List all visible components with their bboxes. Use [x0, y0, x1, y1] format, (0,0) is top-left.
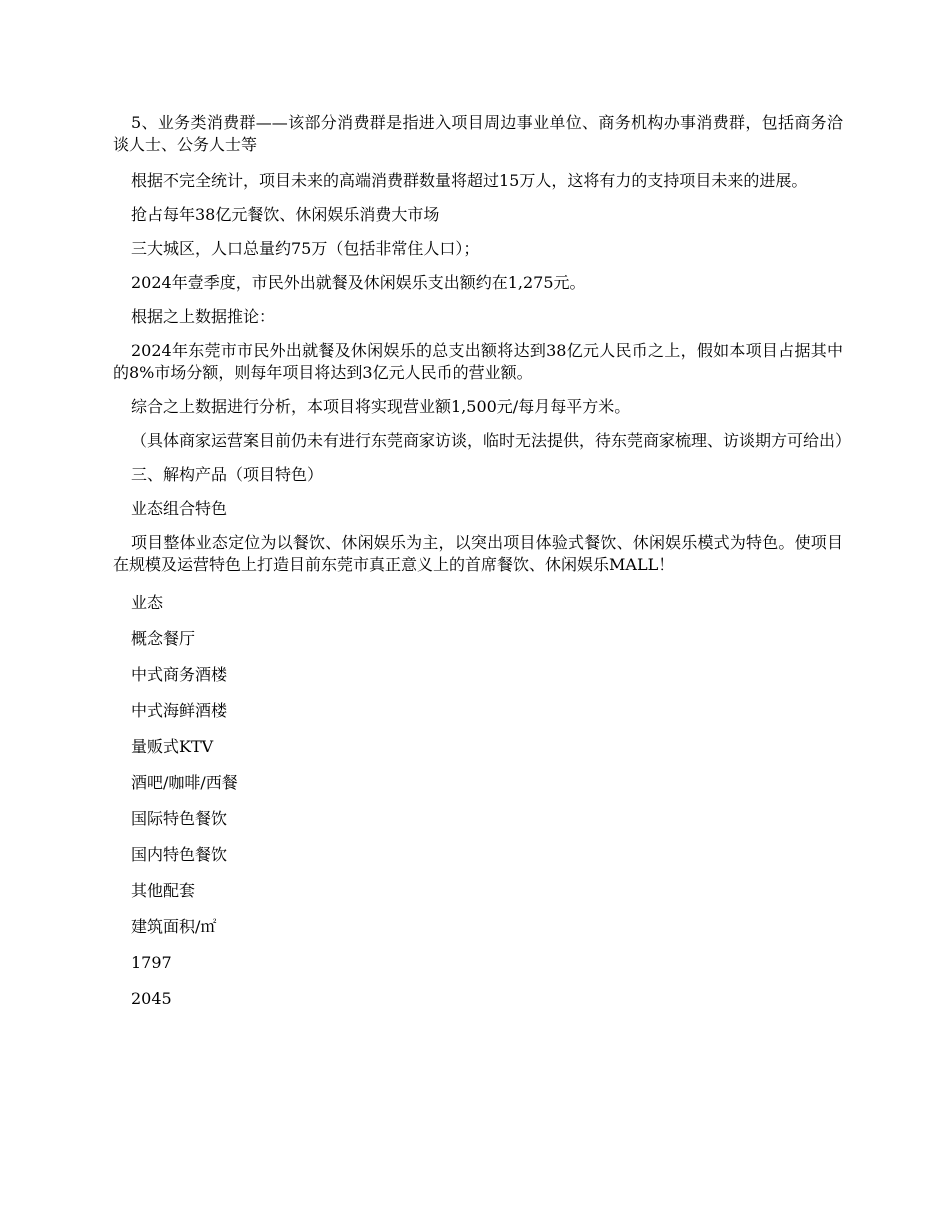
table-header-format: 业态: [131, 593, 164, 612]
table-cell-value: 1797: [131, 953, 172, 972]
document-page: [113, 112, 852, 1024]
paragraph-market-heading: 抢占每年38亿元餐饮、休闲娱乐消费大市场: [131, 205, 440, 224]
paragraph-revenue-estimate: 综合之上数据进行分析，本项目将实现营业额1,500元/每月每平方米。: [131, 397, 631, 416]
list-item: 其他配套: [131, 881, 196, 900]
list-item: 国内特色餐饮: [131, 845, 228, 864]
section-heading-product: 三、解构产品（项目特色）: [131, 465, 324, 484]
table-cell-value: 2045: [131, 989, 172, 1008]
paragraph-positioning: 项目整体业态定位为以餐饮、休闲娱乐为主，以突出项目体验式餐饮、休闲娱乐模式为特色。使项目在规模及运营特色上打造目前东莞市真正意义上的首席餐饮、休闲娱乐MALL！: [113, 533, 843, 574]
list-item: 量贩式KTV: [131, 737, 214, 756]
list-item: 酒吧/咖啡/西餐: [131, 773, 238, 792]
list-item: 概念餐厅: [131, 629, 196, 648]
paragraph-consumer-estimate: 根据不完全统计，项目未来的高端消费群数量将超过15万人，这将有力的支持项目未来的进展。: [131, 171, 808, 190]
paragraph-q1-spending: 2024年壹季度，市民外出就餐及休闲娱乐支出额约在1,275元。: [131, 273, 586, 292]
paragraph-population: 三大城区，人口总量约75万（包括非常住人口）；: [131, 239, 480, 258]
paragraph-total-spending: 2024年东莞市市民外出就餐及休闲娱乐的总支出额将达到38亿元人民币之上，假如本项目占据其中的8%市场分额，则每年项目将达到3亿元人民币的营业额。: [113, 341, 843, 382]
paragraph-merchant-note: （具体商家运营案目前仍未有进行东莞商家访谈，临时无法提供，待东莞商家梳理、访谈期方可给出）: [131, 431, 852, 450]
list-item: 国际特色餐饮: [131, 809, 228, 828]
list-item: 中式海鲜酒楼: [131, 701, 228, 720]
subheading-format-mix: 业态组合特色: [131, 499, 228, 518]
list-item: 中式商务酒楼: [131, 665, 228, 684]
table-header-area: 建筑面积/㎡: [131, 917, 217, 936]
paragraph-business-consumers: 5、业务类消费群——该部分消费群是指进入项目周边事业单位、商务机构办事消费群，包括商务洽谈人士、公务人士等: [113, 113, 843, 154]
paragraph-inference-label: 根据之上数据推论：: [131, 307, 276, 326]
format-table-list: [113, 592, 843, 1010]
